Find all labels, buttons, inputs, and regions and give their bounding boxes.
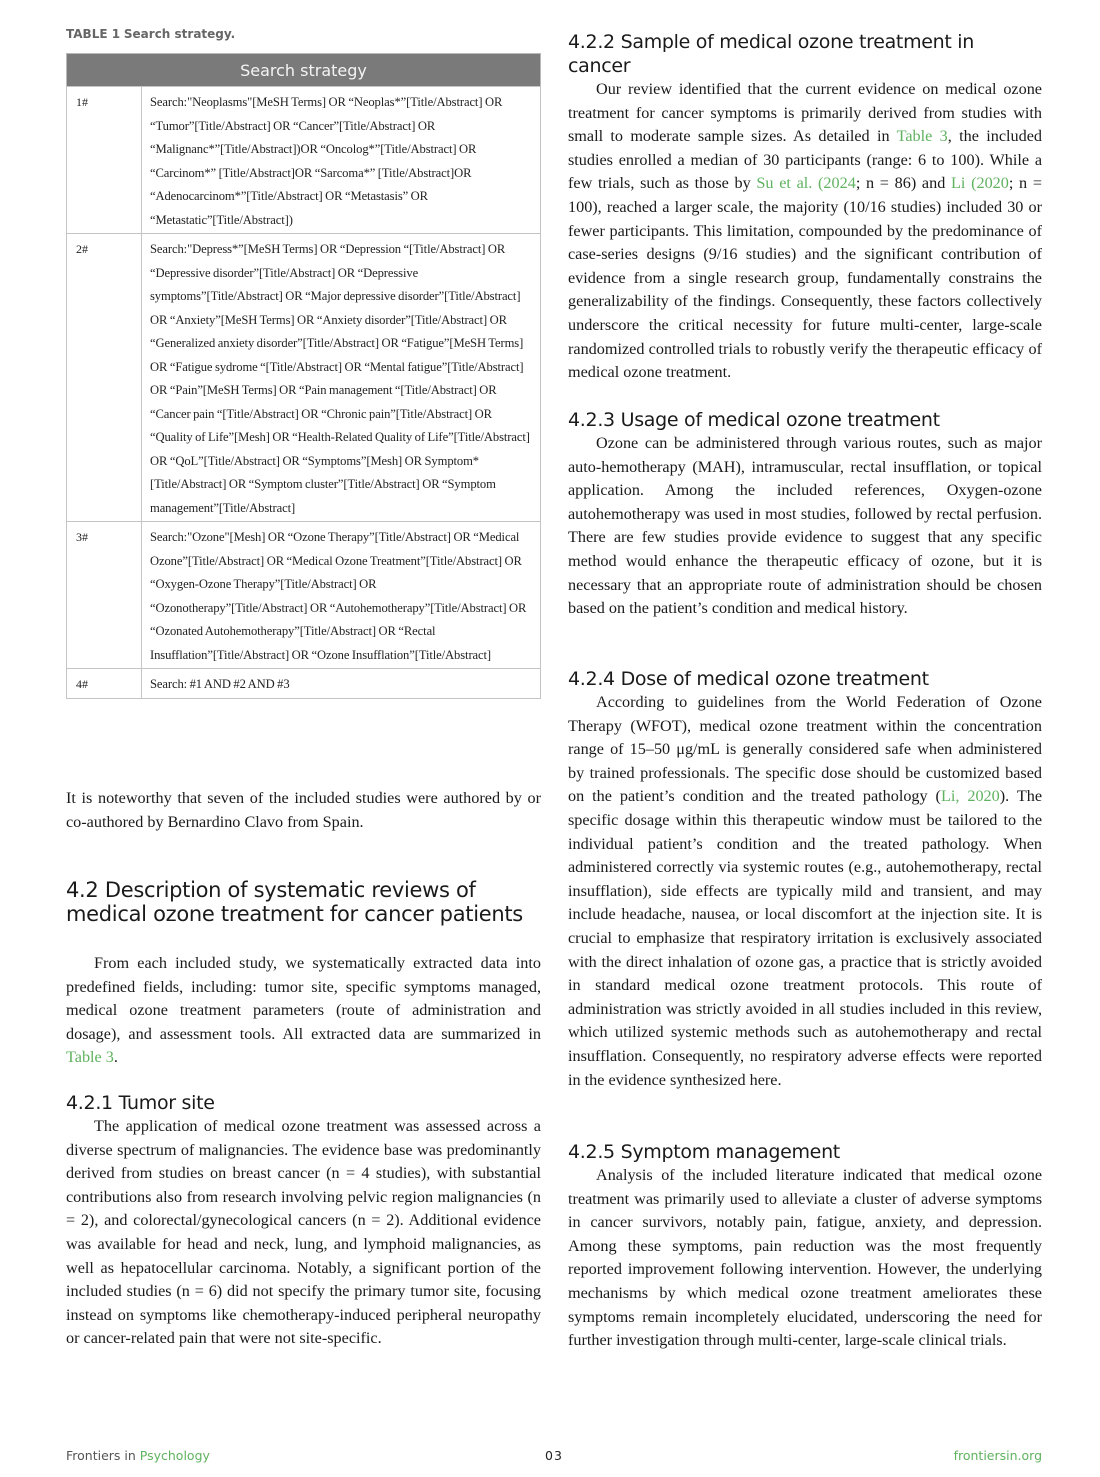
table-row xyxy=(67,522,541,669)
section-paragraph xyxy=(66,952,541,1070)
text-span: , the included studies enrolled a median of 30 participants (range: 6 to 100). While a few trials, such as those by xyxy=(568,127,1042,193)
text-span: Our review identified that the current evidence on medical ozone treatment for cancer symptoms is primarily derived from studies with small to moderate sample sizes. As detailed in xyxy=(568,80,1042,146)
table-3-link[interactable]: Table 3 xyxy=(66,1048,114,1067)
subsection-heading: 4.2.4 Dose of medical ozone treatment xyxy=(568,668,929,690)
subsection-heading: 4.2.3 Usage of medical ozone treatment xyxy=(568,409,940,431)
table-title: Search strategy. xyxy=(123,27,236,41)
journal-section-link[interactable]: Psychology xyxy=(139,1448,210,1463)
section-4-2-2 xyxy=(568,30,1042,385)
li-2020-citation-link[interactable]: Li, 2020 xyxy=(940,787,1000,806)
row-number: 4# xyxy=(67,669,142,699)
table-caption xyxy=(66,27,235,41)
site-link[interactable]: frontiersin.org xyxy=(953,1448,1042,1463)
search-strategy-table xyxy=(66,53,541,699)
subsection-heading: 4.2.5 Symptom management xyxy=(568,1141,840,1163)
table-header: Search strategy xyxy=(67,54,541,87)
text-span: ; n = 86) and xyxy=(855,174,951,193)
row-number: 2# xyxy=(67,234,142,522)
su-2024-citation-link[interactable]: Su et al. (2024 xyxy=(756,174,856,193)
text-span: . xyxy=(113,1048,118,1067)
table-row xyxy=(67,87,541,234)
note-block xyxy=(66,787,541,834)
text-span: ; n = 100), reached a larger scale, the majority (10/16 studies) included 30 or fewer participants. This limitation, compounded by the predominance of case-series designs (9/16 studies) and the significant contribution of evidence from a single research group, fundamentally constrains the generalizability of the findings. Consequently, these factors collectively underscore the critical necessity for future multi-center, large-scale randomized controlled trials to robustly verify the therapeutic efficacy of medical ozone treatment. xyxy=(568,174,1042,382)
row-query: Search:"Ozone"[Mesh] OR “Ozone Therapy”[Title/Abstract] OR “Medical Ozone”[Title/Abstract] OR “Medical Ozone Treatment”[Title/Abstract] OR “Oxygen-Ozone Therapy”[Title/Abstract] OR “Ozonotherapy”[Title/Abstract] OR “Autohemotherapy”[Title/Abstract] OR “Ozonated Autohemotherapy”[Title/Abstract] OR “Rectal Insufflation”[Title/Abstract] OR “Ozone Insufflation”[Title/Abstract] xyxy=(142,522,541,669)
table-3-link[interactable]: Table 3 xyxy=(896,127,948,146)
subsection-paragraph xyxy=(568,691,1042,1092)
section-heading: 4.2 Description of systematic reviews of medical ozone treatment for cancer patients xyxy=(66,878,523,926)
table-row xyxy=(67,669,541,699)
row-number: 1# xyxy=(67,87,142,234)
li-2020-citation-link[interactable]: Li (2020 xyxy=(951,174,1009,193)
subsection-heading: 4.2.2 Sample of medical ozone treatment in cancer xyxy=(568,31,975,77)
note-paragraph: It is noteworthy that seven of the included studies were authored by or co-authored by Bernardino Clavo from Spain. xyxy=(66,789,541,831)
text-span: ). The specific dosage within this therapeutic window must be tailored to the individual patient’s condition and the treated pathology. When administered correctly via systemic routes (e.g., autohemotherapy, rectal insufflation), side effects are typically mild and transient, and may include headache, nausea, or local discomfort at the injection site. It is crucial to emphasize that respiratory irritation is exclusively associated with the direct inhalation of ozone gas, a practice that is strictly avoided in standard medical ozone treatment protocols. This route of administration was strictly avoided in all studies included in this review, which utilized systemic methods such as autohemotherapy and rectal insufflation. Consequently, no respiratory adverse effects were reported in the evidence synthesized here. xyxy=(568,787,1043,1089)
section-4-2-3 xyxy=(568,408,1042,621)
row-query: Search:"Depress*”[MeSH Terms] OR “Depression “[Title/Abstract] OR “Depressive disorder”[Title/Abstract] OR “Depressive symptoms”[Title/Abstract] OR “Major depressive disorder”[Title/Abstract] OR “Anxiety”[MeSH Terms] OR “Anxiety disorder”[Title/Abstract] OR “Generalized anxiety disorder”[Title/Abstract] OR “Fatigue”[MeSH Terms] OR “Fatigue sydrome “[Title/Abstract] OR “Mental fatigue”[Title/Abstract] OR “Pain”[MeSH Terms] OR “Pain management “[Title/Abstract] OR “Cancer pain “[Title/Abstract] OR “Chronic pain”[Title/Abstract] OR “Quality of Life”[Mesh] OR “Health-Related Quality of Life”[Title/Abstract] OR “QoL”[Title/Abstract] OR “Symptoms”[Mesh] OR Symptom*[Title/Abstract] OR “Symptom cluster”[Title/Abstract] OR “Symptom management”[Title/Abstract] xyxy=(142,234,541,522)
subsection-paragraph: Ozone can be administered through various routes, such as major auto-hemotherapy (MAH), intramuscular, rectal insufflation, or topical application. Among the included references, Oxygen-ozone autohemotherapy was used in most studies, followed by rectal perfusion. There are few studies provide evidence to suggest that any specific method would enhance the therapeutic efficacy of ozone, but it is necessary that an appropriate route of administration should be chosen based on the patient’s condition and medical history. xyxy=(568,434,1042,618)
subsection-paragraph xyxy=(568,78,1042,385)
text-span: From each included study, we systematically extracted data into predefined fields, including: tumor site, specific symptoms managed, medical ozone treatment parameters (route of administration and dosage), and assessment tools. All extracted data are summarized in xyxy=(66,954,541,1043)
section-4-2-1 xyxy=(66,1091,541,1351)
text-span: According to guidelines from the World Federation of Ozone Therapy (WFOT), medical ozone treatment within the concentration range of 15–50 μg/mL is generally considered safe when administered by trained professionals. The specific dose should be customized based on the patient’s condition and the treated pathology ( xyxy=(568,693,1042,806)
section-4-2-body xyxy=(66,952,541,1070)
row-query: Search:"Neoplasms"[MeSH Terms] OR “Neoplas*”[Title/Abstract] OR “Tumor”[Title/Abstract] OR “Cancer”[Title/Abstract] OR “Malignanc*”[Title/Abstract])OR “Oncolog*”[Title/Abstract] OR “Carcinom*” [Title/Abstract]OR “Sarcoma*” [Title/Abstract]OR “Adenocarcinom*”[Title/Abstract] OR “Metastasis” OR “Metastatic”[Title/Abstract]) xyxy=(142,87,541,234)
table-label: TABLE 1 xyxy=(66,27,121,41)
row-query: Search: #1 AND #2 AND #3 xyxy=(142,669,541,699)
subsection-paragraph: The application of medical ozone treatment was assessed across a diverse spectrum of malignancies. The evidence base was predominantly derived from studies on breast cancer (n = 4 studies), with substantial contributions also from research involving pelvic region malignancies (n = 2), and colorectal/gynecological cancers (n = 2). Additional evidence was available for head and neck, lung, and lymphoid malignancies, as well as hepatocellular carcinoma. Notably, a significant portion of the included studies (n = 6) did not specify the primary tumor site, focusing instead on symptoms like chemotherapy-induced peripheral neuropathy or cancer-related pain that were not site-specific. xyxy=(66,1117,541,1348)
page-number: 03 xyxy=(545,1448,563,1463)
row-number: 3# xyxy=(67,522,142,669)
subsection-paragraph: Analysis of the included literature indicated that medical ozone treatment was primarily used to alleviate a cluster of adverse symptoms in cancer survivors, notably pain, fatigue, anxiety, and depression. Among these symptoms, pain reduction was the most frequently reported improvement following intervention. However, the underlying mechanisms by which medical ozone treatment ameliorates these symptoms remain incompletely elucidated, underscoring the need for further investigation through multi-center, large-scale clinical trials. xyxy=(568,1166,1042,1350)
section-4-2-4 xyxy=(568,667,1042,1092)
page-footer xyxy=(66,1448,1042,1466)
subsection-heading: 4.2.1 Tumor site xyxy=(66,1092,215,1114)
section-4-2-5 xyxy=(568,1140,1042,1353)
journal-prefix: Frontiers in xyxy=(66,1448,140,1463)
section-4-2 xyxy=(66,878,541,926)
table-row xyxy=(67,234,541,522)
